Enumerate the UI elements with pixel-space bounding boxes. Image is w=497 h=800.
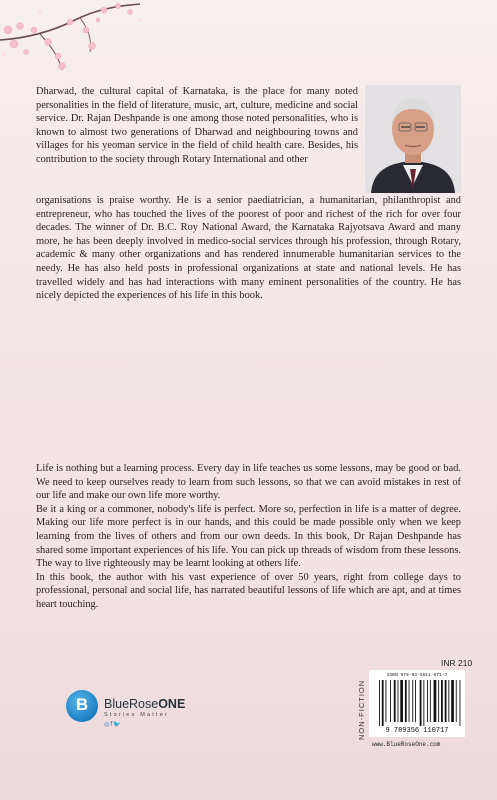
barcode-number: 9 789356 110717 (385, 727, 449, 734)
barcode-bar (434, 680, 437, 722)
logo-letter: B (75, 695, 89, 714)
barcode-bar (398, 680, 399, 722)
barcode-bar (441, 680, 443, 722)
barcode-bar (438, 680, 439, 722)
blurb-paragraph: In this book, the author with his vast experience of over 50 years, right from college days to professional, personal and social life, has narrated beautiful lessons of life which are apt, and at times heart touching. (36, 571, 461, 610)
genre-label: NON-FICTION (357, 679, 366, 741)
social-media-icons: ◎f🐦 (104, 721, 122, 728)
blurb-paragraph: Be it a king or a commoner, nobody's life is perfect. More so, perfection in life is a matter of degree. Making our life more perfect is in our hands, and this could be made possible only when we keep learning from the lives of others and from our own deeds. In this book, Dr Rajan Deshpande has shared some important experiences of his life. You can pick up threads of wisdom from these lessons. The way to live righteously may be learnt looking at others life. (36, 503, 461, 570)
blurb-paragraph: Life is nothing but a learning process. Every day in life teaches us some lessons, may be good or bad. We need to keep ourselves ready to learn from such lessons, so that we can avoid mistakes in rest of our life and make our own life more worthy. (36, 463, 461, 502)
barcode-bar (382, 680, 384, 726)
publisher-logo (66, 690, 196, 736)
book-blurb (36, 462, 461, 612)
publisher-name-light: BlueRose (104, 697, 159, 711)
barcode-bar (445, 680, 447, 722)
barcode-bar (409, 680, 410, 722)
author-bio-text: Dharwad, the cultural capital of Karnataka, is the place for many noted personalities in the field of literature, music, art, culture, medicine and social service. Dr. Rajan Deshpande is one among those noted personalities, who is known to almost two generations of Dharwad and neighbouring towns and villages for his yeoman service in the field of child health care. Besides, his contribution to the society through Rotary International and other (36, 86, 358, 165)
barcode-bar (420, 680, 422, 726)
barcode-bar (423, 680, 424, 726)
publisher-tagline: Stories Matter (104, 712, 170, 718)
price-label: INR 210 (441, 658, 473, 668)
barcode-bar (394, 680, 396, 722)
barcode-bar (400, 680, 403, 722)
barcode-bar (379, 680, 380, 726)
barcode-bar (427, 680, 428, 722)
publisher-name-bold: ONE (158, 697, 186, 711)
barcode-bar (460, 680, 461, 726)
barcode-panel (369, 670, 465, 737)
publisher-website: www.BlueRoseOne.com (372, 741, 441, 748)
cherry-blossom-illustration (0, 0, 160, 80)
barcode-bar (386, 680, 387, 722)
author-bio-text-continued: organisations is praise worthy. He is a senior paediatrician, a humanitarian, philanthropist and entrepreneur, who has touched the lives of the poorest of poor and richest of the rich for over four decades. The winner of Dr. B.C. Roy National Award, the Karnataka Rajyotsava Award and many more, he has been deeply involved in medico-social services through his profession, through Rotary, academic & many other organizations and has rendered innumerable humanitarian services to the needy. He has also held posts in professional organizations at state and national levels. He has travelled widely and has had interactions with many eminent personalities of the country. He has nicely depicted the experiences of his life in this book. (36, 195, 461, 302)
barcode-bar (405, 680, 407, 722)
barcode-bar (390, 680, 391, 722)
barcode-bar (415, 680, 416, 722)
barcode-icon (373, 680, 461, 734)
author-portrait (365, 85, 461, 193)
publisher-name (104, 697, 185, 711)
isbn-label: ISBN 978-93-5611-071-7 (386, 673, 448, 678)
barcode-bar (448, 680, 449, 722)
barcode-bar (451, 680, 454, 722)
barcode-bar (456, 680, 457, 722)
barcode-bar (412, 680, 413, 722)
barcode-bar (430, 680, 431, 722)
